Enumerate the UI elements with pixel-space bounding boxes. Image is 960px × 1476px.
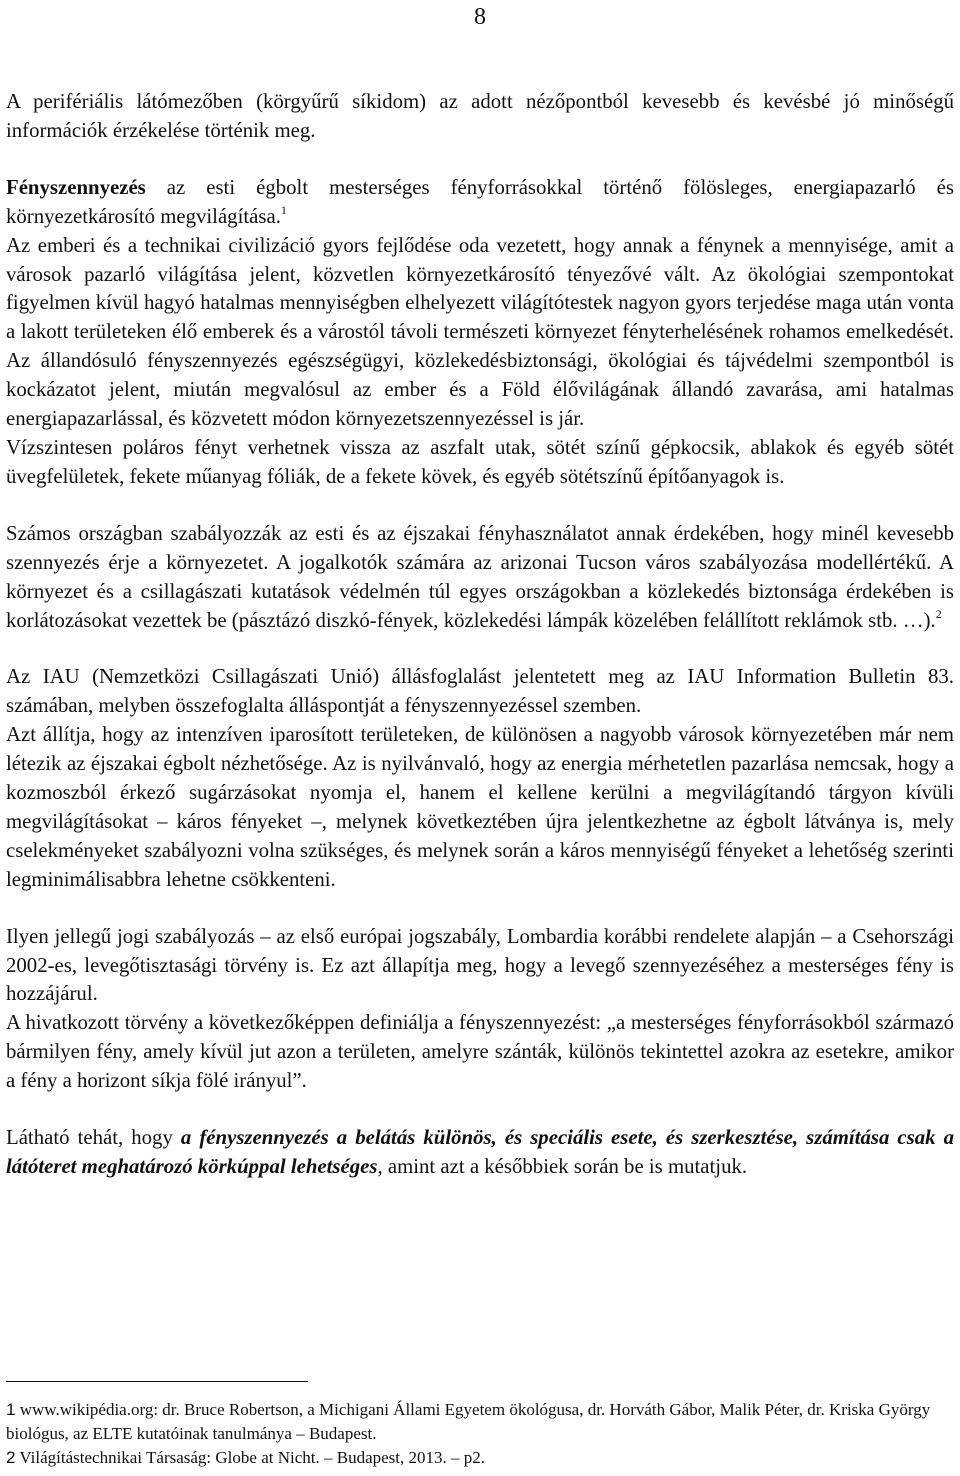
body-text bbox=[6, 88, 954, 1182]
conclusion-emphasis: a fényszennyezés a belátás különös, és speciális esete, és szerkesztése, számítása csak a látóteret meghatározó körkúppal lehetséges bbox=[6, 1126, 954, 1178]
paragraph-iau: Az IAU (Nemzetközi Csillagászati Unió) állásfoglalást jelentetett meg az IAU Information Bulletin 83. számában, melyben összefoglalta álláspontját a fényszennyezéssel szemben. bbox=[6, 665, 954, 718]
footnote-text: Világítástechnikai Társaság: Globe at Nicht. – Budapest, 2013. – p2. bbox=[15, 1448, 486, 1467]
conclusion-before: Látható tehát, hogy bbox=[6, 1126, 181, 1150]
paragraph-iau-claims: Azt állítja, hogy az intenzíven iparosított területeken, de különösen a nagyobb városok környezetében már nem létezik az éjszakai égbolt nézhetősége. Az is nyilvánvaló, hogy az energia mérhetetlen pazarlása nemcsak, hogy a kozmoszból érkező sugárzásokat nyomja el, hanem el kellene kerülni a megvilágítandó tárgyon kívüli megvilágításokat – káros fényeket –, melynek következtében újra jelentkezhetne az égbolt látványa is, mely cselekményeket szabályozni volna szükséges, és melynek során a káros mennyiségű fényeket a lehetőség szerinti legminimálisabbra lehetne csökkenteni. bbox=[6, 723, 954, 891]
footnote-1 bbox=[6, 1398, 954, 1446]
regulation-text: Számos országban szabályozzák az esti és az éjszakai fényhasználatot annak érdekében, hogy minél kevesebb szennyezés érje a környezetet. A jogalkotók számára az arizonai Tucson város szabályozása modellértékű. A környezet és a csillagászati kutatások védelmén túl egyes országokban a közlekedés biztonsága érdekében is korlátozásokat vezettek be (pásztázó diszkó-fények, közlekedési lámpák közelében felállított reklámok stb. …). bbox=[6, 521, 954, 632]
conclusion-after: , amint azt a későbbiek során be is mutatjuk. bbox=[377, 1155, 748, 1178]
footnote-number: 1 bbox=[6, 1400, 16, 1419]
paragraph-legal-regulation: Ilyen jellegű jogi szabályozás – az első európai jogszabály, Lombardia korábbi rendelete alapján – a Csehországi 2002-es, levegőtisztasági törvény is. Ez azt állapítja meg, hogy a levegő szennyezéséhez a mesterséges fény is hozzájárul. bbox=[6, 924, 954, 1006]
definition-text: az esti égbolt mesterséges fényforrásokkal történő fölösleges, energiapazarló és környezetkárosító megvilágítása. bbox=[6, 175, 954, 228]
paragraph-law-definition: A hivatkozott törvény a következőképpen definiálja a fényszennyezést: „a mesterséges fényforrásokból származó bármilyen fény, amely kívül jut azon a területen, amelyre szánták, különös tekintettel azokra az esetekre, amikor a fény a horizont síkja fölé irányul”. bbox=[6, 1011, 954, 1093]
paragraph-polarized-light: Vízszintesen poláros fényt verhetnek vissza az aszfalt utak, sötét színű gépkocsik, ablakok és egyéb sötét üvegfelületek, fekete műanyag fóliák, de a fekete kövek, és egyéb sötétszínű építőanyagok is. bbox=[6, 435, 954, 488]
paragraph-light-pollution-definition bbox=[6, 174, 954, 232]
footnote-ref-1: 1 bbox=[280, 202, 287, 217]
paragraph-peripheral-vision: A perifériális látómezőben (körgyűrű síkidom) az adott nézőpontból kevesebb és kevésbé jó minőségű információk érzékelése történik meg. bbox=[6, 90, 954, 142]
footnote-text: www.wikipédia.org: dr. Bruce Robertson, a Michigani Állami Egyetem ökológusa, dr. Horváth Gábor, Malik Péter, dr. Kriska György biológus, az ELTE kutatóinak tanulmánya – Budapest. bbox=[6, 1400, 931, 1443]
paragraph-regulation bbox=[6, 520, 954, 636]
footnote-separator bbox=[6, 1381, 308, 1382]
footnotes bbox=[6, 1398, 954, 1470]
paragraph-civilization: Az emberi és a technikai civilizáció gyors fejlődése oda vezetett, hogy annak a fénynek a mennyisége, amit a városok pazarló világítása jelent, közvetlen környezetkárosító tényezővé vált. Az ökológiai szempontokat figyelmen kívül hagyó hatalmas mennyiségben elhelyezett világítótestek nagyon gyors terjedése maga után vonta a lakott területeken élő emberek és a várostól távoli természeti környezet fényterhelésének rohamos emelkedését. Az állandósuló fényszennyezés egészségügyi, közlekedésbiztonsági, ökológiai és tájvédelmi szempontból is kockázatot jelent, miután megvalósul az ember és a Föld élővilágának állandó zavarása, ami hatalmas energiapazarlással, és közvetett módon környezetszennyezéssel is jár. bbox=[6, 233, 954, 431]
page-number: 8 bbox=[474, 4, 486, 30]
footnote-ref-2: 2 bbox=[935, 606, 942, 621]
footnote-2 bbox=[6, 1446, 954, 1470]
paragraph-conclusion bbox=[6, 1124, 954, 1182]
footnote-number: 2 bbox=[6, 1448, 16, 1467]
term-light-pollution: Fényszennyezés bbox=[6, 175, 146, 199]
